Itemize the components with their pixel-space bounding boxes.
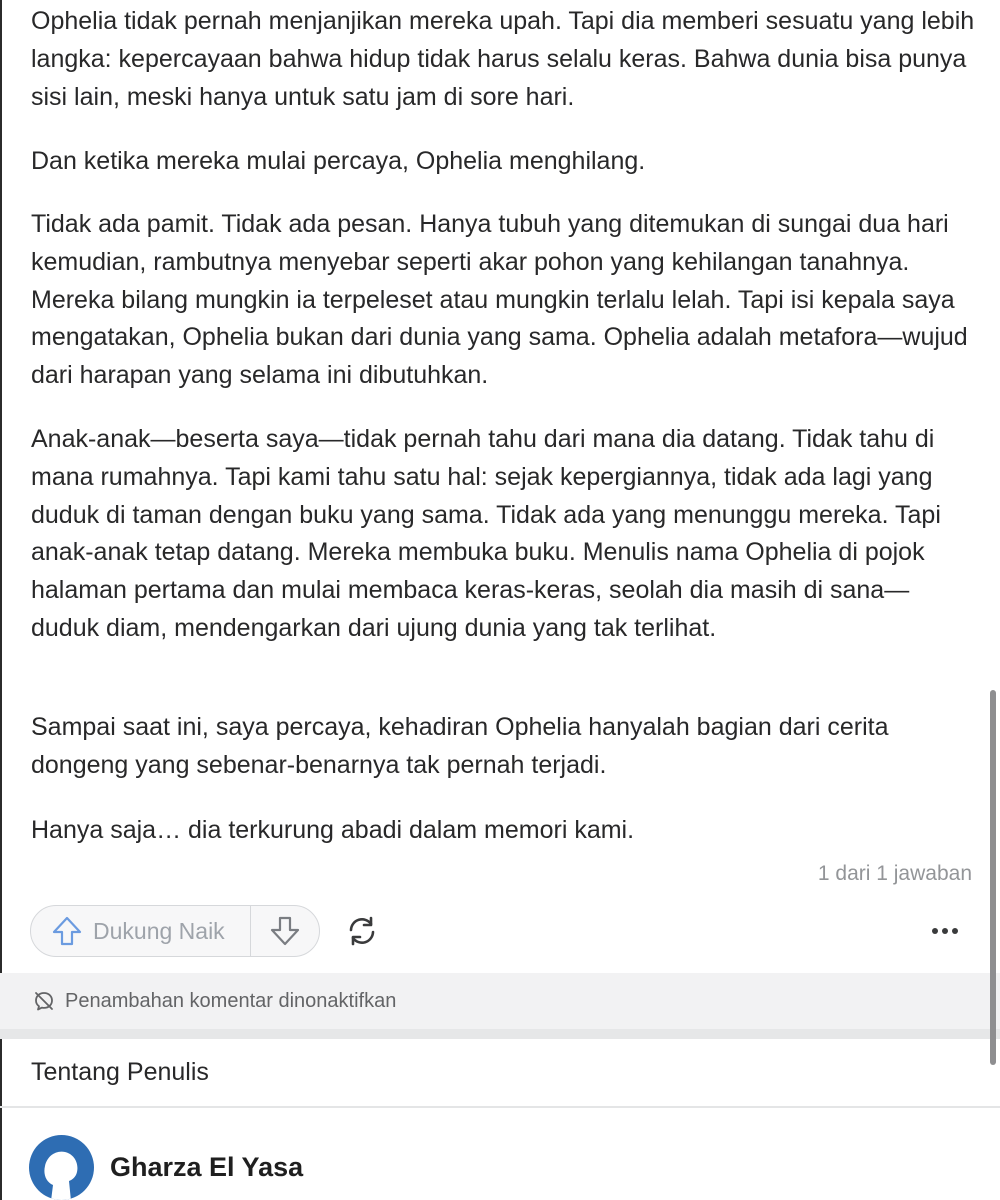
answer-paragraph: Tidak ada pamit. Tidak ada pesan. Hanya tubuh yang ditemukan di sungai dua hari kemudian, rambutnya menyebar seperti akar pohon yang kehilangan tanahnya. Mereka bilang mungkin ia terpeleset atau mungkin terlalu lelah. Tapi isi kepala saya mengatakan, Ophelia bukan dari dunia yang sama. Ophelia adalah metafora—wujud dari harapan yang selama ini dibutuhkan. [31,210,968,390]
scrollbar-thumb[interactable] [990,690,996,1065]
answer-count: 1 dari 1 jawaban [817,862,972,885]
arrow-down-icon [269,915,301,947]
answer-paragraph: Ophelia tidak pernah menjanjikan mereka upah. Tapi dia memberi sesuatu yang lebih langka: kepercayaan bahwa hidup tidak harus selalu keras. Bahwa dunia bisa punya sisi lain, meski hanya untuk satu jam di sore hari. [31,7,975,111]
answer-paragraph: Hanya saja… dia terkurung abadi dalam memori kami. [31,816,635,844]
arrow-up-icon [51,915,83,947]
upvote-button[interactable] [31,906,251,956]
answer-paragraph: Dan ketika mereka mulai percaya, Ophelia menghilang. [31,147,646,175]
author-name[interactable]: Gharza El Yasa [110,1152,304,1182]
comments-disabled-text: Penambahan komentar dinonaktifkan [65,989,397,1012]
upvote-label: Dukung Naik [93,917,225,944]
downvote-button[interactable] [251,906,319,956]
divider [0,1106,1000,1108]
about-author-heading: Tentang Penulis [31,1058,209,1086]
default-avatar-icon [29,1135,94,1200]
comment-disabled-icon [33,990,55,1012]
answer-paragraph: Anak-anak—beserta saya—tidak pernah tahu dari mana dia datang. Tidak tahu di mana rumahnya. Tapi kami tahu satu hal: sejak kepergiannya, tidak ada lagi yang duduk di taman dengan buku yang sama. Tidak ada yang menunggu mereka. Tapi anak-anak tetap datang. Mereka membuka buku. Menulis nama Ophelia di pojok halaman pertama dan mulai membaca keras-keras, seolah dia masih di sana—duduk diam, mendengarkan dari ujung dunia yang tak terlihat. [31,425,941,642]
vote-group [30,905,320,957]
more-dots-icon[interactable] [930,921,960,941]
answer-paragraph: Sampai saat ini, saya percaya, kehadiran Ophelia hanyalah bagian dari cerita dongeng yang sebenar-benarnya tak pernah terjadi. [31,713,889,779]
comments-disabled-bar [0,973,1000,1029]
refresh-share-icon[interactable] [345,914,379,948]
section-divider [0,1029,1000,1039]
author-avatar[interactable] [29,1135,94,1200]
